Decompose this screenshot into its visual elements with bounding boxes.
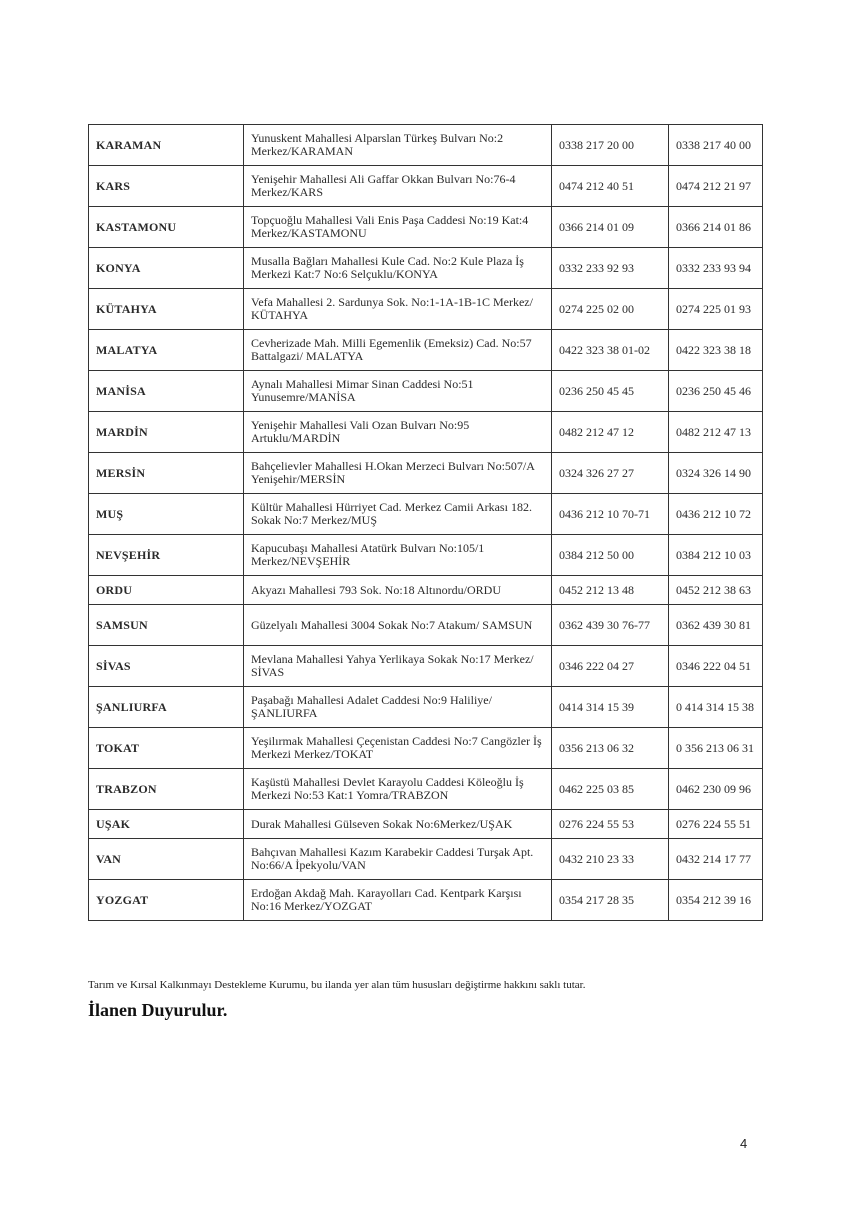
province-cell: MUŞ — [89, 494, 244, 535]
phone-cell: 0452 212 13 48 — [552, 576, 669, 605]
province-cell: MERSİN — [89, 453, 244, 494]
fax-cell: 0432 214 17 77 — [669, 839, 763, 880]
province-cell: VAN — [89, 839, 244, 880]
table-row — [89, 728, 763, 769]
province-cell: KONYA — [89, 248, 244, 289]
address-cell: Musalla Bağları Mahallesi Kule Cad. No:2 Kule Plaza İş Merkezi Kat:7 No:6 Selçuklu/KONYA — [244, 248, 552, 289]
province-cell: YOZGAT — [89, 880, 244, 921]
phone-cell: 0422 323 38 01-02 — [552, 330, 669, 371]
closing-statement: İlanen Duyurulur. — [88, 1000, 228, 1020]
table-row — [89, 576, 763, 605]
table-row — [89, 880, 763, 921]
phone-cell: 0436 212 10 70-71 — [552, 494, 669, 535]
fax-cell: 0474 212 21 97 — [669, 166, 763, 207]
phone-cell: 0236 250 45 45 — [552, 371, 669, 412]
provincial-offices-table — [88, 124, 763, 921]
address-cell: Yeşilırmak Mahallesi Çeçenistan Caddesi No:7 Cangözler İş Merkezi Merkez/TOKAT — [244, 728, 552, 769]
phone-cell: 0362 439 30 76-77 — [552, 605, 669, 646]
table-row — [89, 125, 763, 166]
fax-cell: 0338 217 40 00 — [669, 125, 763, 166]
address-cell: Yunuskent Mahallesi Alparslan Türkeş Bulvarı No:2 Merkez/KARAMAN — [244, 125, 552, 166]
phone-cell: 0474 212 40 51 — [552, 166, 669, 207]
table-row — [89, 330, 763, 371]
address-cell: Mevlana Mahallesi Yahya Yerlikaya Sokak No:17 Merkez/ SİVAS — [244, 646, 552, 687]
table-row — [89, 535, 763, 576]
phone-cell: 0482 212 47 12 — [552, 412, 669, 453]
address-cell: Yenişehir Mahallesi Vali Ozan Bulvarı No:95 Artuklu/MARDİN — [244, 412, 552, 453]
province-cell: NEVŞEHİR — [89, 535, 244, 576]
phone-cell: 0332 233 92 93 — [552, 248, 669, 289]
fax-cell: 0354 212 39 16 — [669, 880, 763, 921]
address-cell: Kapucubaşı Mahallesi Atatürk Bulvarı No:105/1 Merkez/NEVŞEHİR — [244, 535, 552, 576]
table-row — [89, 810, 763, 839]
table-row — [89, 605, 763, 646]
fax-cell: 0236 250 45 46 — [669, 371, 763, 412]
phone-cell: 0366 214 01 09 — [552, 207, 669, 248]
table-row — [89, 839, 763, 880]
address-cell: Akyazı Mahallesi 793 Sok. No:18 Altınordu/ORDU — [244, 576, 552, 605]
address-cell: Bahçıvan Mahallesi Kazım Karabekir Caddesi Turşak Apt. No:66/A İpekyolu/VAN — [244, 839, 552, 880]
table-row — [89, 412, 763, 453]
province-cell: UŞAK — [89, 810, 244, 839]
address-cell: Aynalı Mahallesi Mimar Sinan Caddesi No:51 Yunusemre/MANİSA — [244, 371, 552, 412]
fax-cell: 0 356 213 06 31 — [669, 728, 763, 769]
table-row — [89, 207, 763, 248]
address-cell: Cevherizade Mah. Milli Egemenlik (Emeksiz) Cad. No:57 Battalgazi/ MALATYA — [244, 330, 552, 371]
table-row — [89, 248, 763, 289]
phone-cell: 0276 224 55 53 — [552, 810, 669, 839]
table-row — [89, 494, 763, 535]
phone-cell: 0354 217 28 35 — [552, 880, 669, 921]
fax-cell: 0366 214 01 86 — [669, 207, 763, 248]
province-cell: KARS — [89, 166, 244, 207]
address-cell: Güzelyalı Mahallesi 3004 Sokak No:7 Atakum/ SAMSUN — [244, 605, 552, 646]
phone-cell: 0338 217 20 00 — [552, 125, 669, 166]
province-cell: SİVAS — [89, 646, 244, 687]
address-cell: Yenişehir Mahallesi Ali Gaffar Okkan Bulvarı No:76-4 Merkez/KARS — [244, 166, 552, 207]
address-cell: Topçuoğlu Mahallesi Vali Enis Paşa Caddesi No:19 Kat:4 Merkez/KASTAMONU — [244, 207, 552, 248]
province-cell: TRABZON — [89, 769, 244, 810]
province-cell: SAMSUN — [89, 605, 244, 646]
province-cell: TOKAT — [89, 728, 244, 769]
table-row — [89, 453, 763, 494]
fax-cell: 0276 224 55 51 — [669, 810, 763, 839]
province-cell: KARAMAN — [89, 125, 244, 166]
table-row — [89, 646, 763, 687]
phone-cell: 0414 314 15 39 — [552, 687, 669, 728]
province-cell: ŞANLIURFA — [89, 687, 244, 728]
fax-cell: 0422 323 38 18 — [669, 330, 763, 371]
fax-cell: 0452 212 38 63 — [669, 576, 763, 605]
address-cell: Kültür Mahallesi Hürriyet Cad. Merkez Camii Arkası 182. Sokak No:7 Merkez/MUŞ — [244, 494, 552, 535]
fax-cell: 0436 212 10 72 — [669, 494, 763, 535]
province-cell: KÜTAHYA — [89, 289, 244, 330]
province-cell: ORDU — [89, 576, 244, 605]
fax-cell: 0324 326 14 90 — [669, 453, 763, 494]
fax-cell: 0332 233 93 94 — [669, 248, 763, 289]
phone-cell: 0384 212 50 00 — [552, 535, 669, 576]
table-row — [89, 687, 763, 728]
phone-cell: 0356 213 06 32 — [552, 728, 669, 769]
address-cell: Erdoğan Akdağ Mah. Karayolları Cad. Kentpark Karşısı No:16 Merkez/YOZGAT — [244, 880, 552, 921]
page-number: 4 — [740, 1136, 748, 1151]
address-cell: Vefa Mahallesi 2. Sardunya Sok. No:1-1A-1B-1C Merkez/ KÜTAHYA — [244, 289, 552, 330]
phone-cell: 0462 225 03 85 — [552, 769, 669, 810]
disclaimer-text: Tarım ve Kırsal Kalkınmayı Destekleme Kurumu, bu ilanda yer alan tüm hususları değiştirme hakkını saklı tutar. — [88, 979, 586, 991]
fax-cell: 0384 212 10 03 — [669, 535, 763, 576]
province-cell: KASTAMONU — [89, 207, 244, 248]
fax-cell: 0346 222 04 51 — [669, 646, 763, 687]
table-row — [89, 371, 763, 412]
fax-cell: 0362 439 30 81 — [669, 605, 763, 646]
fax-cell: 0274 225 01 93 — [669, 289, 763, 330]
phone-cell: 0324 326 27 27 — [552, 453, 669, 494]
phone-cell: 0274 225 02 00 — [552, 289, 669, 330]
phone-cell: 0432 210 23 33 — [552, 839, 669, 880]
table-row — [89, 166, 763, 207]
address-cell: Bahçelievler Mahallesi H.Okan Merzeci Bulvarı No:507/A Yenişehir/MERSİN — [244, 453, 552, 494]
province-cell: MARDİN — [89, 412, 244, 453]
fax-cell: 0462 230 09 96 — [669, 769, 763, 810]
address-cell: Durak Mahallesi Gülseven Sokak No:6Merkez/UŞAK — [244, 810, 552, 839]
fax-cell: 0 414 314 15 38 — [669, 687, 763, 728]
offices-table-body — [89, 125, 763, 921]
province-cell: MANİSA — [89, 371, 244, 412]
address-cell: Paşabağı Mahallesi Adalet Caddesi No:9 Haliliye/ ŞANLIURFA — [244, 687, 552, 728]
address-cell: Kaşüstü Mahallesi Devlet Karayolu Caddesi Köleoğlu İş Merkezi No:53 Kat:1 Yomra/TRABZON — [244, 769, 552, 810]
table-row — [89, 289, 763, 330]
phone-cell: 0346 222 04 27 — [552, 646, 669, 687]
table-row — [89, 769, 763, 810]
province-cell: MALATYA — [89, 330, 244, 371]
fax-cell: 0482 212 47 13 — [669, 412, 763, 453]
